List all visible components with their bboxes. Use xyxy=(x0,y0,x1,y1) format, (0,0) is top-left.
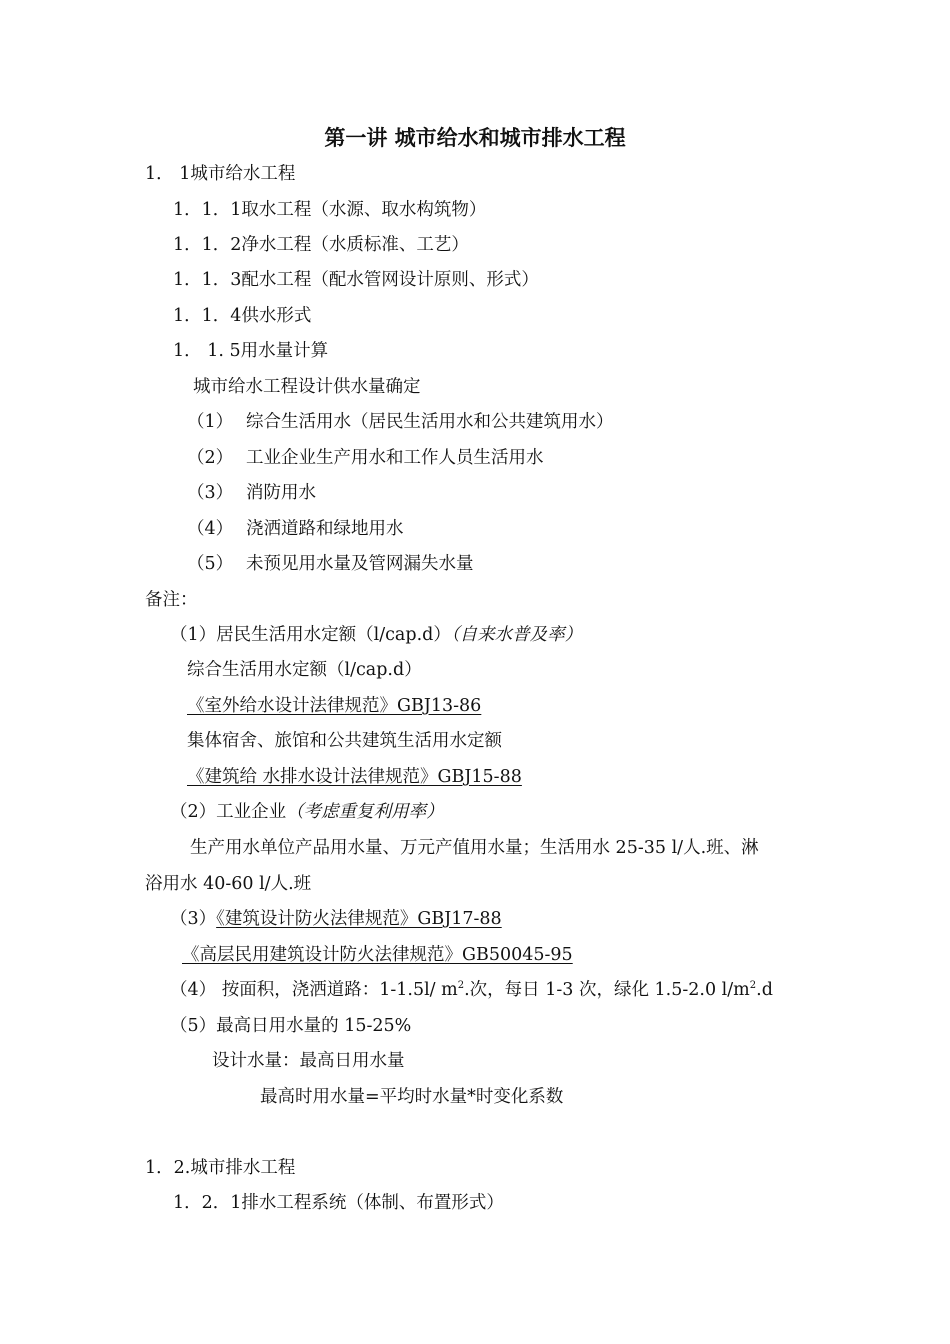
note-3-fire xyxy=(170,907,502,931)
section-heading-drainage: 1．2.城市排水工程 xyxy=(145,1158,296,1178)
regulation-reference: 《高层民用建筑设计防火法律规范》GB50045-95 xyxy=(182,945,573,965)
subsection-drainage-system: 1．2．1排水工程系统（体制、布置形式） xyxy=(173,1193,504,1213)
note-italic: （考虑重复利用率） xyxy=(286,802,444,822)
note-5-design: 设计水量：最高日用水量 xyxy=(212,1051,405,1071)
note-text: （4） 按面积，浇洒道路：1-1.5l/ m xyxy=(170,980,458,1000)
list-item-number: （2） xyxy=(187,448,234,468)
note-1-comprehensive: 综合生活用水定额（l/cap.d） xyxy=(187,660,422,680)
page-title: 第一讲 城市给水和城市排水工程 xyxy=(324,125,626,150)
note-text: （1）居民生活用水定额（l/cap.d） xyxy=(170,625,451,645)
note-text: .d xyxy=(756,980,773,1000)
subsection-distribution: 1．1．3配水工程（配水管网设计原则、形式） xyxy=(173,270,539,290)
list-item-text: 消防用水 xyxy=(246,483,316,503)
list-item-number: （5） xyxy=(187,554,234,574)
list-item-number: （4） xyxy=(187,519,234,539)
list-item-text: 工业企业生产用水和工作人员生活用水 xyxy=(246,448,544,468)
note-text: （2）工业企业 xyxy=(170,802,287,822)
list-item-text: 未预见用水量及管网漏失水量 xyxy=(246,554,474,574)
supply-intro: 城市给水工程设计供水量确定 xyxy=(193,377,421,397)
note-1-residential xyxy=(170,623,582,647)
list-item-text: 综合生活用水（居民生活用水和公共建筑用水） xyxy=(246,412,614,432)
note-4-area xyxy=(170,978,773,1002)
subsection-intake: 1．1．1取水工程（水源、取水构筑物） xyxy=(173,200,487,220)
regulation-reference: 《建筑设计防火法律规范》GBJ17-88 xyxy=(216,909,502,929)
subsection-purification: 1．1．2净水工程（水质标准、工艺） xyxy=(173,235,469,255)
note-5-formula: 最高时用水量=平均时水量*时变化系数 xyxy=(260,1087,564,1107)
regulation-reference: 《建筑给 水排水设计法律规范》GBJ15-88 xyxy=(187,767,522,787)
note-5-max-daily: （5）最高日用水量的 15-25% xyxy=(170,1016,412,1036)
list-item-number: （1） xyxy=(187,412,234,432)
note-2-shower: 浴用水 40-60 l/人.班 xyxy=(145,874,312,894)
note-2-production: 生产用水单位产品用水量、万元产值用水量；生活用水 25-35 l/人.班、淋 xyxy=(190,838,759,858)
note-1-dormitory: 集体宿舍、旅馆和公共建筑生活用水定额 xyxy=(187,731,502,751)
section-heading-water-supply: 1． 1城市给水工程 xyxy=(145,164,296,184)
superscript: 2 xyxy=(457,980,465,992)
list-item-text: 浇洒道路和绿地用水 xyxy=(246,519,404,539)
notes-label: 备注： xyxy=(145,590,198,610)
superscript: 2 xyxy=(749,980,757,992)
note-text: .次，每日 1-3 次，绿化 1.5-2.0 l/m xyxy=(464,980,750,1000)
note-text: （3） xyxy=(170,909,217,929)
note-italic: （自来水普及率） xyxy=(450,625,583,645)
subsection-water-calc: 1． 1. 5用水量计算 xyxy=(173,341,329,361)
subsection-supply-form: 1．1．4供水形式 xyxy=(173,306,312,326)
note-2-industry xyxy=(170,800,444,824)
regulation-reference: 《室外给水设计法律规范》GBJ13-86 xyxy=(187,696,482,716)
list-item-number: （3） xyxy=(187,483,234,503)
